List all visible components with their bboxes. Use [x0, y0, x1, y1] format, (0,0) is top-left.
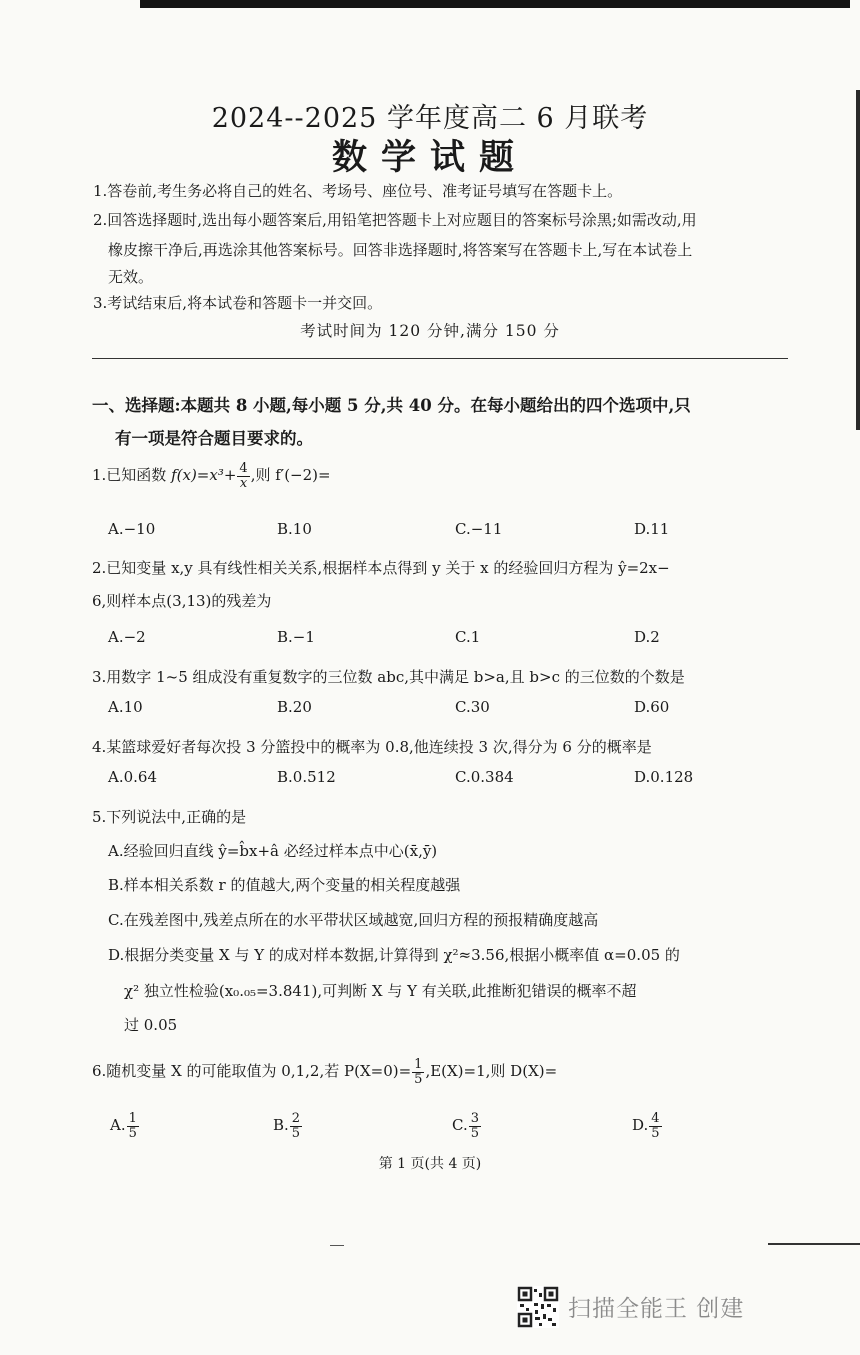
question-2-line-2: 6,则样本点(3,13)的残差为: [92, 592, 272, 610]
q5-option-d-line-3: 过 0.05: [124, 1016, 178, 1034]
q6-option-a: A. $\frac{1}{5}$: [110, 1111, 137, 1141]
q2-option-b: B.−1: [277, 628, 315, 646]
q2-option-c: C.1: [455, 628, 481, 646]
question-2-line-1: 2.已知变量 x,y 具有线性相关关系,根据样本点得到 y 关于 x 的经验回归方程为 ŷ=2x−: [92, 559, 670, 577]
q5-option-c: C.在残差图中,残差点所在的水平带状区域越宽,回归方程的预报精确度越高: [108, 911, 599, 929]
q4-option-b: B.0.512: [277, 768, 336, 786]
q5-option-d-line-2: χ² 独立性检验(x₀.₀₅=3.841),可判断 X 与 Y 有关联,此推断犯错误的概率不超: [124, 982, 637, 1000]
q3-option-b: B.20: [277, 698, 312, 716]
exam-title: 数学试题: [331, 137, 528, 178]
watermark-text: 扫描全能王 创建: [568, 1296, 745, 1322]
note-2-line-3: 无效。: [108, 268, 154, 286]
scan-top-edge: [140, 0, 850, 8]
note-2-line-1: 2.回答选择题时,选出每小题答案后,用铅笔把答题卡上对应题目的答案标号涂黑;如需改动,用: [93, 211, 697, 229]
question-3: 3.用数字 1~5 组成没有重复数字的三位数 abc,其中满足 b>a,且 b>c 的三位数的个数是: [92, 668, 685, 686]
q4-option-c: C.0.384: [455, 768, 514, 786]
q6-option-b: B. $\frac{2}{5}$: [273, 1111, 301, 1141]
qr-code-icon: [517, 1286, 559, 1328]
scan-bottom-edge: [768, 1243, 860, 1245]
q1-option-c: C.−11: [455, 520, 503, 538]
q6-option-d: D. $\frac{4}{5}$: [632, 1111, 660, 1141]
section-1-heading-cont: 有一项是符合题目要求的。: [115, 429, 313, 448]
q5-option-a: A.经验回归直线 ŷ=b̂x+â 必经过样本点中心(x̄,ȳ): [108, 842, 438, 860]
q3-option-c: C.30: [455, 698, 490, 716]
question-5: 5.下列说法中,正确的是: [92, 808, 247, 826]
q6-option-c: C. $\frac{3}{5}$: [452, 1111, 479, 1141]
q1-option-d: D.11: [634, 520, 670, 538]
question-1: 1.已知函数 f(x)=x³+ $\frac{4}{x}$ ,则 f′(−2)=: [92, 461, 331, 491]
q5-option-b: B.样本相关系数 r 的值越大,两个变量的相关程度越强: [108, 876, 461, 894]
note-2-line-2: 橡皮擦干净后,再选涂其他答案标号。回答非选择题时,将答案写在答题卡上,写在本试卷上: [108, 241, 693, 259]
q4-option-a: A.0.64: [108, 768, 157, 786]
scan-mark: [330, 1245, 344, 1246]
q1-option-a: A.−10: [108, 520, 156, 538]
q3-option-a: A.10: [108, 698, 143, 716]
q4-option-d: D.0.128: [634, 768, 694, 786]
q2-option-d: D.2: [634, 628, 660, 646]
exam-header: 2024--2025 学年度高二 6 月联考: [211, 103, 649, 134]
note-1: 1.答卷前,考生务必将自己的姓名、考场号、座位号、准考证号填写在答题卡上。: [93, 182, 623, 200]
q2-option-a: A.−2: [108, 628, 146, 646]
section-1-heading: 一、选择题:本题共 8 小题,每小题 5 分,共 40 分。在每小题给出的四个选项中,只: [92, 396, 691, 415]
exam-time: 考试时间为 120 分钟,满分 150 分: [300, 322, 560, 340]
page-footer: 第 1 页(共 4 页): [378, 1156, 482, 1172]
q1-option-b: B.10: [277, 520, 312, 538]
note-3: 3.考试结束后,将本试卷和答题卡一并交回。: [93, 294, 383, 312]
q3-option-d: D.60: [634, 698, 670, 716]
question-6: 6.随机变量 X 的可能取值为 0,1,2,若 P(X=0)= $\frac{1}{5}$ ,E(X)=1,则 D(X)=: [92, 1057, 558, 1087]
divider: [92, 358, 788, 359]
question-4: 4.某篮球爱好者每次投 3 分篮投中的概率为 0.8,他连续投 3 次,得分为 6 分的概率是: [92, 738, 652, 756]
q5-option-d-line-1: D.根据分类变量 X 与 Y 的成对样本数据,计算得到 χ²≈3.56,根据小概率值 α=0.05 的: [108, 946, 680, 964]
